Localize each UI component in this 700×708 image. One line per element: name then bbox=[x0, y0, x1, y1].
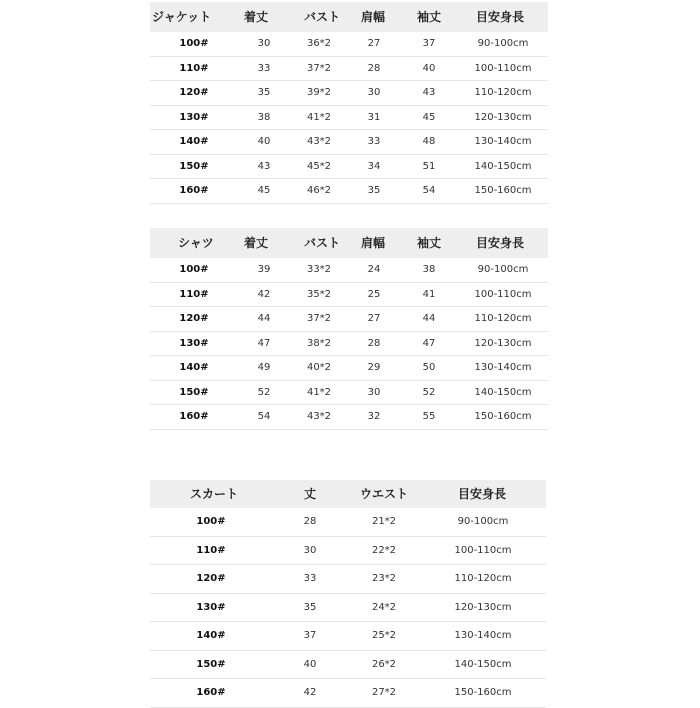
size-label: 120# bbox=[196, 573, 226, 584]
table-cell: 140-150cm bbox=[474, 160, 532, 172]
size-label: 160# bbox=[196, 687, 226, 698]
table-cell: 150-160cm bbox=[474, 411, 532, 422]
table-cell: 35 bbox=[257, 87, 271, 98]
table-cell: 28 bbox=[367, 62, 381, 74]
table-cell: 33 bbox=[303, 573, 317, 584]
table-cell: 27 bbox=[367, 38, 381, 49]
table-cell: 54 bbox=[257, 411, 271, 422]
size-label: 150# bbox=[179, 386, 209, 398]
size-label: 120# bbox=[179, 313, 209, 324]
size-label: 150# bbox=[196, 658, 226, 670]
table-cell: 30 bbox=[257, 38, 271, 49]
table-cell: 52 bbox=[422, 386, 436, 398]
table-cell: 33 bbox=[257, 62, 271, 74]
size-label: 130# bbox=[179, 337, 209, 349]
table-row bbox=[150, 258, 548, 283]
header-cell: 目安身長 bbox=[475, 236, 525, 250]
table-cell: 25*2 bbox=[371, 630, 397, 641]
table-cell: 37 bbox=[422, 38, 436, 49]
table-cell: 40 bbox=[303, 658, 317, 670]
table-cell: 41*2 bbox=[306, 386, 332, 398]
shirt-size-table bbox=[150, 228, 548, 430]
table-cell: 130-140cm bbox=[454, 630, 512, 641]
table-cell: 30 bbox=[367, 386, 381, 398]
header-cell: 着丈 bbox=[243, 236, 269, 250]
table-cell: 52 bbox=[257, 386, 271, 398]
table-cell: 37 bbox=[303, 630, 317, 641]
table-cell: 42 bbox=[303, 687, 317, 698]
table-cell: 140-150cm bbox=[454, 658, 512, 670]
table-row bbox=[150, 508, 546, 537]
size-label: 110# bbox=[179, 62, 209, 74]
table-cell: 30 bbox=[303, 544, 317, 556]
table-row bbox=[150, 622, 546, 651]
table-row bbox=[150, 565, 546, 594]
table-row bbox=[150, 130, 548, 155]
table-cell: 33 bbox=[367, 136, 381, 147]
table-cell: 44 bbox=[257, 313, 271, 324]
table-cell: 28 bbox=[303, 516, 317, 527]
table-cell: 43*2 bbox=[306, 411, 332, 422]
table-cell: 110-120cm bbox=[474, 313, 532, 324]
table-cell: 45 bbox=[257, 185, 271, 196]
table-cell: 27 bbox=[367, 313, 381, 324]
table-cell: 23*2 bbox=[371, 573, 397, 584]
size-label: 130# bbox=[196, 601, 226, 613]
size-label: 140# bbox=[179, 136, 209, 147]
table-cell: 43*2 bbox=[306, 136, 332, 147]
table-cell: 36*2 bbox=[306, 38, 332, 49]
table-row bbox=[150, 57, 548, 82]
table-row bbox=[150, 283, 548, 308]
header-cell: バスト bbox=[303, 236, 341, 250]
table-cell: 45 bbox=[422, 111, 436, 123]
table-cell: 32 bbox=[367, 411, 381, 422]
table-cell: 51 bbox=[422, 160, 436, 172]
table-header bbox=[150, 228, 548, 258]
table-cell: 43 bbox=[257, 160, 271, 172]
table-cell: 46*2 bbox=[306, 185, 332, 196]
jacket-size-table bbox=[150, 2, 548, 204]
skirt-size-table bbox=[150, 480, 546, 708]
table-cell: 54 bbox=[422, 185, 436, 196]
table-cell: 22*2 bbox=[371, 544, 397, 556]
table-cell: 120-130cm bbox=[474, 111, 532, 123]
table-cell: 42 bbox=[257, 288, 271, 300]
table-cell: 39*2 bbox=[306, 87, 332, 98]
table-cell: 110-120cm bbox=[454, 573, 512, 584]
size-label: 150# bbox=[179, 160, 209, 172]
header-cell: 肩幅 bbox=[360, 10, 386, 24]
table-cell: 31 bbox=[367, 111, 381, 123]
table-cell: 90-100cm bbox=[477, 38, 529, 49]
table-cell: 35 bbox=[367, 185, 381, 196]
table-cell: 140-150cm bbox=[474, 386, 532, 398]
table-cell: 150-160cm bbox=[454, 687, 512, 698]
table-cell: 90-100cm bbox=[457, 516, 509, 527]
table-cell: 110-120cm bbox=[474, 87, 532, 98]
table-cell: 41*2 bbox=[306, 111, 332, 123]
table-cell: 33*2 bbox=[306, 264, 332, 275]
table-cell: 41 bbox=[422, 288, 436, 300]
table-cell: 24*2 bbox=[371, 601, 397, 613]
header-cell: 丈 bbox=[303, 487, 317, 501]
header-cell: バスト bbox=[303, 10, 341, 24]
table-row bbox=[150, 381, 548, 406]
table-row bbox=[150, 405, 548, 430]
size-label: 160# bbox=[179, 411, 209, 422]
table-cell: 100-110cm bbox=[474, 62, 532, 74]
header-cell: 袖丈 bbox=[416, 236, 442, 250]
table-cell: 37*2 bbox=[306, 313, 332, 324]
size-label: 110# bbox=[179, 288, 209, 300]
header-cell: シャツ bbox=[178, 236, 214, 250]
size-label: 130# bbox=[179, 111, 209, 123]
table-row bbox=[150, 155, 548, 180]
table-row bbox=[150, 356, 548, 381]
table-cell: 130-140cm bbox=[474, 136, 532, 147]
header-cell: ジャケット bbox=[152, 10, 212, 24]
size-label: 100# bbox=[179, 38, 209, 49]
table-row bbox=[150, 594, 546, 623]
table-cell: 100-110cm bbox=[474, 288, 532, 300]
table-cell: 35*2 bbox=[306, 288, 332, 300]
header-cell: 目安身長 bbox=[475, 10, 525, 24]
table-row bbox=[150, 537, 546, 566]
table-cell: 40 bbox=[422, 62, 436, 74]
table-cell: 35 bbox=[303, 601, 317, 613]
table-cell: 49 bbox=[257, 362, 271, 373]
table-cell: 40 bbox=[257, 136, 271, 147]
table-cell: 100-110cm bbox=[454, 544, 512, 556]
table-cell: 48 bbox=[422, 136, 436, 147]
table-row bbox=[150, 106, 548, 131]
table-cell: 29 bbox=[367, 362, 381, 373]
table-cell: 45*2 bbox=[306, 160, 332, 172]
table-row bbox=[150, 651, 546, 680]
table-cell: 24 bbox=[367, 264, 381, 275]
table-cell: 50 bbox=[422, 362, 436, 373]
size-label: 140# bbox=[196, 630, 226, 641]
table-cell: 43 bbox=[422, 87, 436, 98]
table-cell: 30 bbox=[367, 87, 381, 98]
table-cell: 37*2 bbox=[306, 62, 332, 74]
size-label: 140# bbox=[179, 362, 209, 373]
table-row bbox=[150, 32, 548, 57]
table-cell: 44 bbox=[422, 313, 436, 324]
table-row bbox=[150, 179, 548, 204]
header-cell: スカート bbox=[189, 487, 239, 501]
table-cell: 90-100cm bbox=[477, 264, 529, 275]
size-label: 110# bbox=[196, 544, 226, 556]
table-cell: 27*2 bbox=[371, 687, 397, 698]
table-cell: 38 bbox=[422, 264, 436, 275]
header-cell: ウエスト bbox=[359, 487, 409, 501]
header-cell: 袖丈 bbox=[416, 10, 442, 24]
table-cell: 40*2 bbox=[306, 362, 332, 373]
table-cell: 130-140cm bbox=[474, 362, 532, 373]
table-cell: 55 bbox=[422, 411, 436, 422]
table-cell: 38*2 bbox=[306, 337, 332, 349]
table-header bbox=[150, 480, 546, 508]
table-cell: 38 bbox=[257, 111, 271, 123]
size-label: 120# bbox=[179, 87, 209, 98]
table-cell: 21*2 bbox=[371, 516, 397, 527]
table-row bbox=[150, 81, 548, 106]
size-label: 100# bbox=[179, 264, 209, 275]
table-cell: 28 bbox=[367, 337, 381, 349]
table-cell: 120-130cm bbox=[454, 601, 512, 613]
header-cell: 肩幅 bbox=[360, 236, 386, 250]
table-cell: 26*2 bbox=[371, 658, 397, 670]
table-row bbox=[150, 679, 546, 708]
table-cell: 47 bbox=[422, 337, 436, 349]
table-header bbox=[150, 2, 548, 32]
header-cell: 着丈 bbox=[243, 10, 269, 24]
table-row bbox=[150, 307, 548, 332]
table-cell: 120-130cm bbox=[474, 337, 532, 349]
table-cell: 39 bbox=[257, 264, 271, 275]
size-label: 100# bbox=[196, 516, 226, 527]
header-cell: 目安身長 bbox=[457, 487, 507, 501]
size-label: 160# bbox=[179, 185, 209, 196]
table-row bbox=[150, 332, 548, 357]
table-cell: 25 bbox=[367, 288, 381, 300]
table-cell: 34 bbox=[367, 160, 381, 172]
table-cell: 47 bbox=[257, 337, 271, 349]
table-cell: 150-160cm bbox=[474, 185, 532, 196]
